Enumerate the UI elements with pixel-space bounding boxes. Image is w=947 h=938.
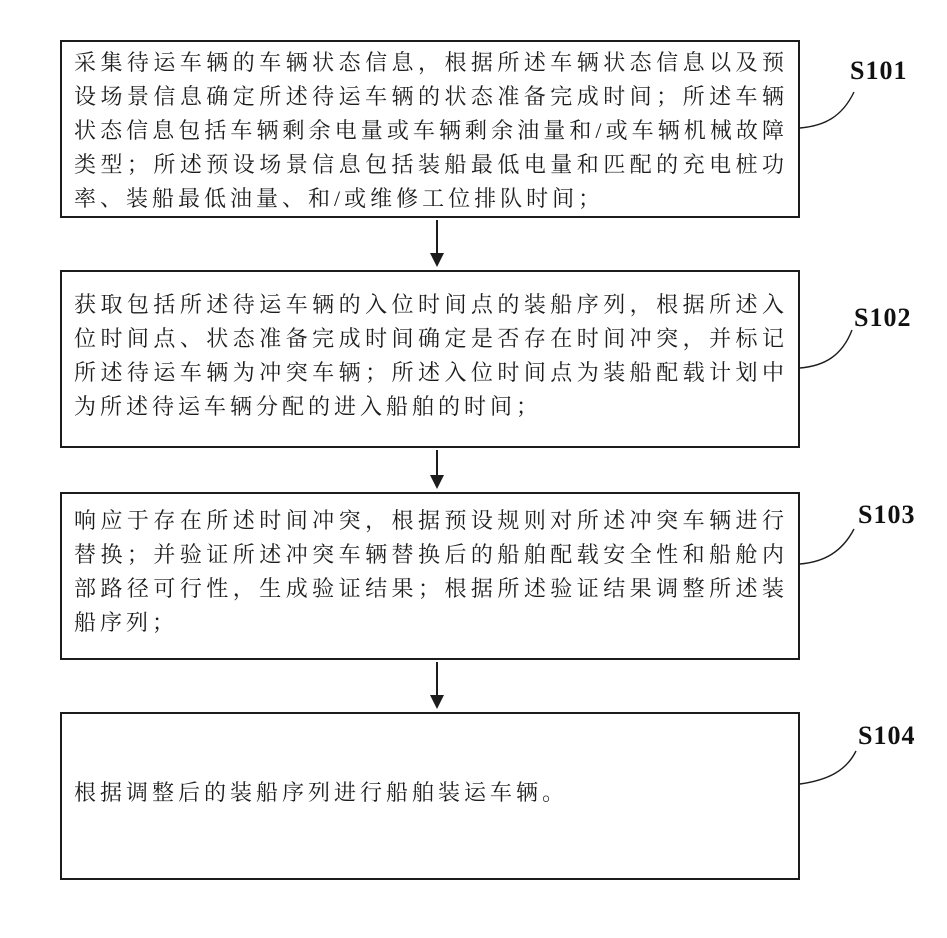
leader-line-s102 [800,330,852,368]
step-label-s101: S101 [850,56,908,85]
down-arrow-icon [430,220,444,267]
step-label-s103: S103 [858,500,916,529]
step-label-s104: S104 [858,721,916,750]
step-box-s103 [60,492,800,660]
leader-line-s103 [800,529,854,564]
step-box-s101 [60,40,800,218]
leader-line-s104 [800,751,856,784]
step-text-s102: 获取包括所述待运车辆的入位时间点的装船序列，根据所述入位时间点、状态准备完成时间确定是否存在时间冲突，并标记所述待运车辆为冲突车辆；所述入位时间点为装船配载计划中为所述待运车辆分配的进入船舶的时间； [74,292,788,419]
down-arrow-icon [430,662,444,709]
step-text-s104: 根据调整后的装船序列进行船舶装运车辆。 [74,780,569,805]
step-box-s102 [60,270,800,448]
step-text-s101: 采集待运车辆的车辆状态信息，根据所述车辆状态信息以及预设场景信息确定所述待运车辆的状态准备完成时间；所述车辆状态信息包括车辆剩余电量或车辆剩余油量和/或车辆机械故障类型；所述预设场景信息包括装船最低电量和匹配的充电桩功率、装船最低油量、和/或维修工位排队时间； [74,50,788,211]
step-text-s103: 响应于存在所述时间冲突，根据预设规则对所述冲突车辆进行替换；并验证所述冲突车辆替换后的船舶配载安全性和船舱内部路径可行性，生成验证结果；根据所述验证结果调整所述装船序列； [74,508,788,635]
step-label-s102: S102 [854,303,912,332]
down-arrow-icon [430,450,444,489]
step-box-s104 [60,712,800,880]
leader-line-s101 [800,92,854,128]
